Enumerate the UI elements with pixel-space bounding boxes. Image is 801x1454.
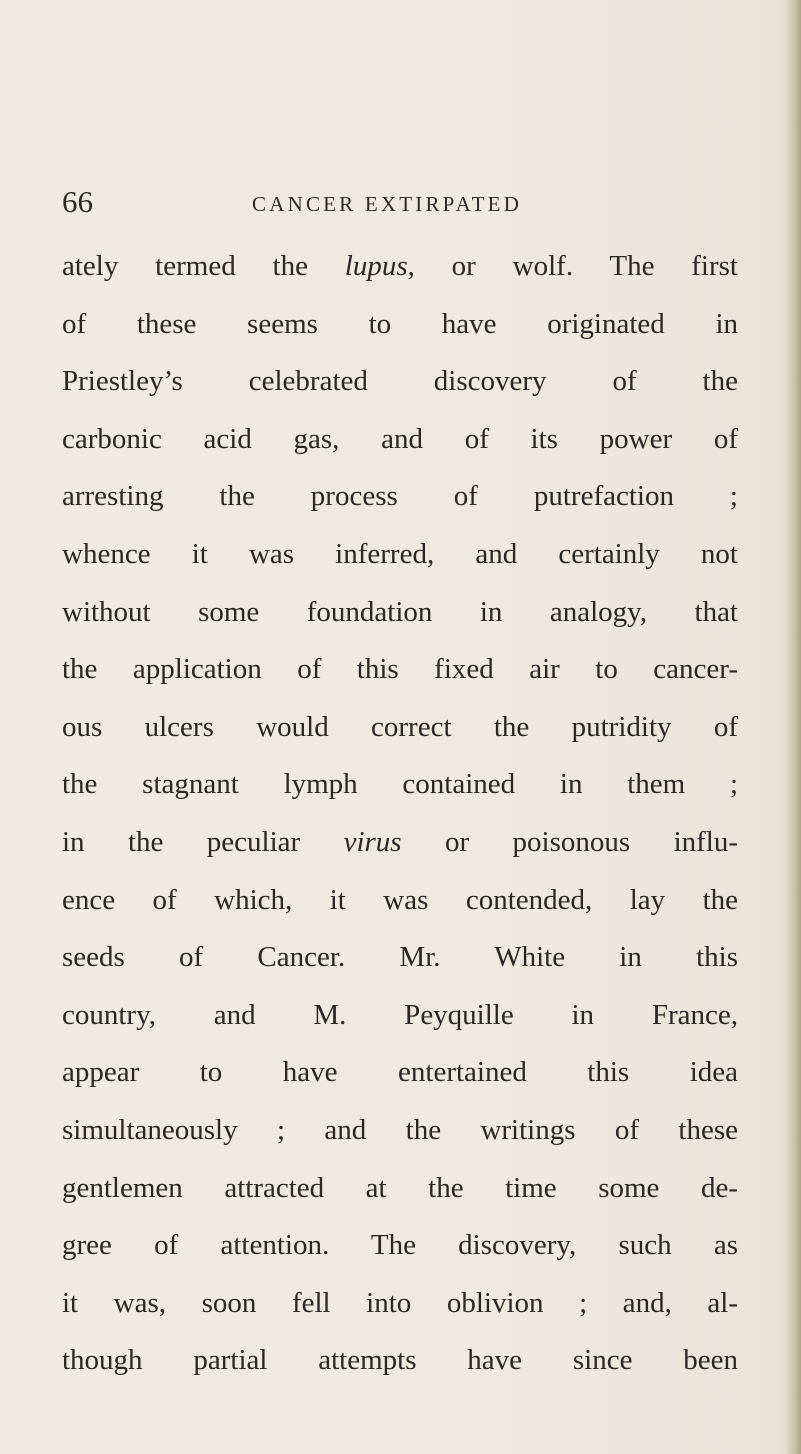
text-line (62, 756, 738, 814)
text-line (62, 353, 738, 411)
text-line (62, 641, 738, 699)
italic-word: virus (343, 825, 402, 858)
italic-word: lupus (344, 250, 408, 282)
running-head: CANCER EXTIRPATED (252, 192, 523, 216)
text-run: gentlemen attracted at the time some de- (62, 1171, 738, 1204)
text-run: carbonic acid gas, and of its power of (62, 422, 738, 455)
page-number: 66 (62, 184, 93, 219)
text-line (62, 526, 738, 584)
text-run: it was, soon fell into oblivion ; and, al- (62, 1286, 738, 1319)
text-run: or poisonous influ- (401, 825, 738, 858)
text-run: ence of which, it was contended, lay the (62, 883, 738, 916)
text-line (62, 1275, 738, 1333)
text-run: gree of attention. The discovery, such as (62, 1229, 738, 1262)
text-run: ous ulcers would correct the putridity of (62, 710, 738, 743)
text-line (62, 1217, 738, 1275)
text-run: seeds of Cancer. Mr. White in this (62, 941, 738, 974)
text-run: arresting the process of putrefaction ; (62, 480, 738, 513)
text-line (62, 1044, 738, 1102)
text-line (62, 1102, 738, 1160)
text-run: the stagnant lymph contained in them ; (62, 768, 738, 801)
text-run: of these seems to have originated in (62, 307, 738, 340)
text-run: whence it was inferred, and certainly not (62, 537, 738, 570)
text-line (62, 411, 738, 469)
text-line (62, 814, 738, 872)
text-line (62, 929, 738, 987)
text-run: country, and M. Peyquille in France, (62, 998, 738, 1031)
text-line (62, 699, 738, 757)
text-run: in the peculiar (62, 825, 344, 858)
text-run: the application of this fixed air to cancer- (62, 653, 738, 686)
text-line (62, 238, 738, 296)
text-line (62, 296, 738, 354)
page-edge-shadow (785, 0, 801, 1454)
text-run: appear to have entertained this idea (62, 1056, 738, 1089)
body-text (62, 238, 738, 1390)
text-run: though partial attempts have since been (62, 1344, 738, 1377)
text-line (62, 872, 738, 930)
text-run: without some foundation in analogy, that (62, 595, 738, 628)
text-line (62, 584, 738, 642)
text-run: Priestley’s celebrated discovery of the (62, 365, 738, 398)
text-run: ately termed the (62, 250, 345, 282)
text-line (62, 1332, 738, 1390)
text-line (62, 987, 738, 1045)
page-header (62, 182, 662, 222)
text-run: , or wolf. The first (407, 250, 738, 282)
text-line (62, 1160, 738, 1218)
text-line (62, 468, 738, 526)
text-run: simultaneously ; and the writings of these (62, 1113, 738, 1146)
